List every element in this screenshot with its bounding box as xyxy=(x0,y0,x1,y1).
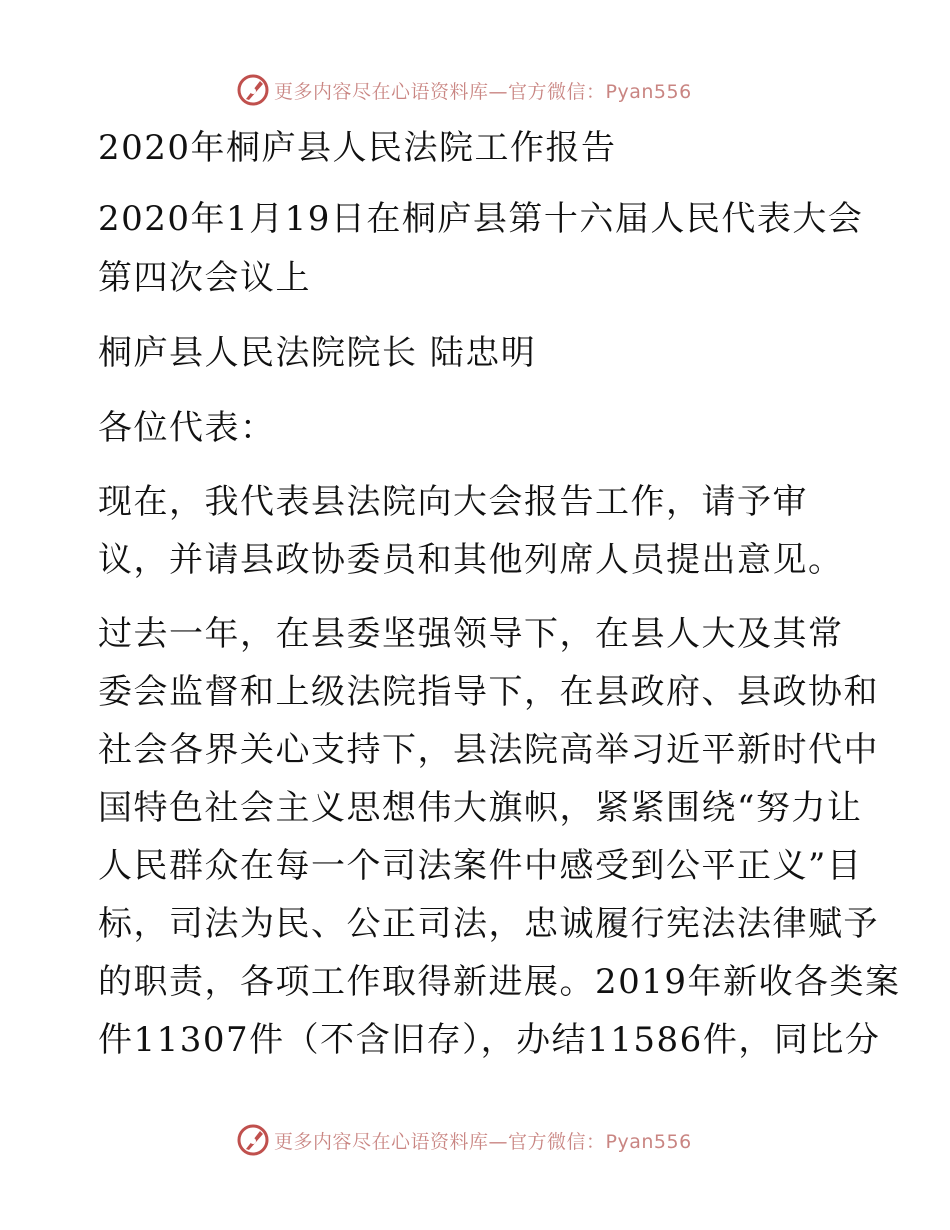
report-title: 2020年桐庐县人民法院工作报告 xyxy=(98,128,617,168)
meeting-line-1: 2020年1月19日在桐庐县第十六届人民代表大会 xyxy=(98,199,864,239)
meeting-line-2: 第四次会议上 xyxy=(98,258,311,298)
watermark-header xyxy=(236,73,692,107)
quill-logo-icon xyxy=(236,73,270,107)
salutation: 各位代表： xyxy=(98,408,276,448)
watermark-footer xyxy=(236,1123,692,1157)
author-line: 桐庐县人民法院院长 陆忠明 xyxy=(98,333,537,373)
paragraph-line: 国特色社会主义思想伟大旗帜，紧紧围绕“努力让 xyxy=(98,788,863,828)
paragraph-line: 标，司法为民、公正司法，忠诚履行宪法法律赋予 xyxy=(98,904,879,944)
watermark-text: 更多内容尽在心语资料库—官方微信：Pyan556 xyxy=(274,1130,692,1153)
quill-logo-icon xyxy=(236,1123,270,1157)
paragraph-line: 现在，我代表县法院向大会报告工作，请予审 xyxy=(98,482,808,522)
paragraph-line: 的职责，各项工作取得新进展。2019年新收各类案 xyxy=(98,962,901,1002)
paragraph-line: 议，并请县政协委员和其他列席人员提出意见。 xyxy=(98,540,844,580)
watermark-text: 更多内容尽在心语资料库—官方微信：Pyan556 xyxy=(274,80,692,103)
paragraph-line: 件11307件（不含旧存），办结11586件，同比分 xyxy=(98,1020,881,1060)
paragraph-line: 人民群众在每一个司法案件中感受到公平正义”目 xyxy=(98,846,863,886)
paragraph-line: 社会各界关心支持下，县法院高举习近平新时代中 xyxy=(98,730,879,770)
paragraph-line: 过去一年，在县委坚强领导下，在县人大及其常 xyxy=(98,614,844,654)
paragraph-line: 委会监督和上级法院指导下，在县政府、县政协和 xyxy=(98,672,879,712)
